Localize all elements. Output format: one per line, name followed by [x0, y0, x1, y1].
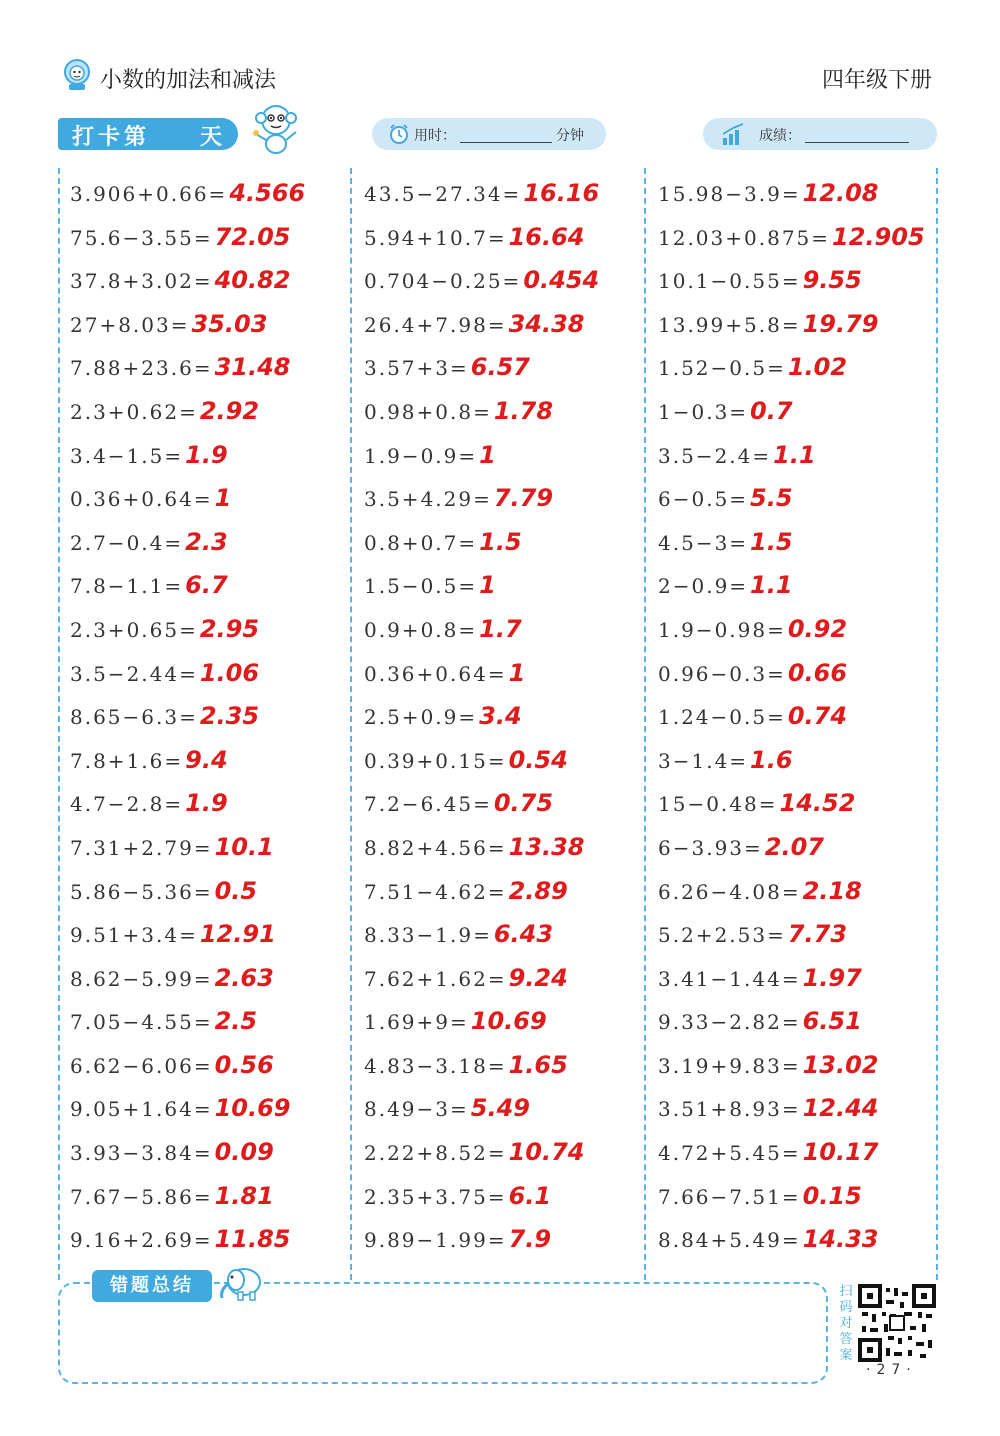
problem-column-1: [70, 172, 340, 1262]
problem-row: [364, 826, 634, 870]
handwritten-answer[interactable]: 10.74: [508, 1138, 585, 1167]
problem-equation: 7.31+2.79=: [70, 835, 213, 860]
problem-row: [658, 695, 928, 739]
time-input-line[interactable]: [460, 142, 552, 143]
handwritten-answer[interactable]: 12.905: [832, 222, 925, 251]
problem-column-2: [364, 172, 634, 1262]
handwritten-answer[interactable]: 14.52: [779, 789, 856, 818]
handwritten-answer[interactable]: 0.56: [214, 1050, 274, 1079]
day-label-right: 天: [200, 125, 227, 150]
problem-equation: 75.6−3.55=: [70, 225, 213, 250]
handwritten-answer[interactable]: 2.18: [802, 876, 862, 905]
handwritten-answer[interactable]: 19.79: [802, 309, 879, 338]
handwritten-answer[interactable]: 6.57: [470, 353, 530, 382]
problem-equation: 2.22+8.52=: [364, 1141, 507, 1166]
handwritten-answer[interactable]: 7.73: [787, 920, 848, 949]
handwritten-answer[interactable]: 1.78: [493, 396, 554, 425]
problem-equation: 3.5−2.4=: [658, 443, 772, 468]
problem-equation: 5.2+2.53=: [658, 923, 786, 948]
handwritten-answer[interactable]: 72.05: [214, 222, 291, 251]
problem-equation: 8.49−3=: [364, 1097, 469, 1122]
problem-row: [364, 172, 634, 216]
problem-equation: 8.82+4.56=: [364, 835, 507, 860]
problem-equation: 8.62−5.99=: [70, 966, 213, 991]
problem-row: [658, 390, 928, 434]
problem-equation: 4.7−2.8=: [70, 792, 184, 817]
problem-equation: 6.62−6.06=: [70, 1053, 213, 1078]
problem-row: [658, 259, 928, 303]
handwritten-answer[interactable]: 1.5: [750, 527, 793, 556]
handwritten-answer[interactable]: 10.1: [214, 832, 274, 861]
problem-equation: 10.1−0.55=: [658, 269, 801, 294]
problem-equation: 0.36+0.64=: [70, 487, 213, 512]
problem-row: [364, 1000, 634, 1044]
problem-row: [364, 477, 634, 521]
problem-equation: 13.99+5.8=: [658, 312, 801, 337]
handwritten-answer[interactable]: 40.82: [214, 266, 291, 295]
handwritten-answer[interactable]: 0.5: [214, 876, 258, 905]
problem-row: [658, 346, 928, 390]
problem-row: [364, 1218, 634, 1262]
problem-row: [658, 434, 928, 478]
elephant-icon: [214, 1262, 268, 1302]
qr-label: 扫 码 对 答 案: [839, 1284, 853, 1363]
handwritten-answer[interactable]: 6.7: [185, 571, 228, 600]
problem-equation: 8.65−6.3=: [70, 705, 198, 730]
handwritten-answer[interactable]: 1.6: [750, 745, 793, 774]
handwritten-answer[interactable]: 12.08: [802, 179, 879, 207]
problem-row: [658, 870, 928, 914]
problem-equation: 5.86−5.36=: [70, 879, 213, 904]
problem-equation: 6.26−4.08=: [658, 879, 801, 904]
problem-equation: 37.8+3.02=: [70, 269, 213, 294]
problem-equation: 3−1.4=: [658, 748, 749, 773]
problem-equation: 0.39+0.15=: [364, 748, 507, 773]
problem-equation: 1.52−0.5=: [658, 356, 786, 381]
problem-equation: 3.93−3.84=: [70, 1141, 213, 1166]
problem-row: [364, 957, 634, 1001]
problem-equation: 0.704−0.25=: [364, 269, 522, 294]
problem-row: [70, 957, 340, 1001]
problem-row: [70, 172, 340, 216]
problem-row: [364, 259, 634, 303]
problem-equation: 3.19+9.83=: [658, 1053, 801, 1078]
problem-row: [70, 870, 340, 914]
problem-equation: 0.8+0.7=: [364, 530, 478, 555]
handwritten-answer[interactable]: 2.63: [214, 963, 274, 992]
problem-equation: 7.8+1.6=: [70, 748, 184, 773]
problem-row: [658, 608, 928, 652]
problem-equation: 1.9−0.9=: [364, 443, 478, 468]
problem-equation: 7.2−6.45=: [364, 792, 492, 817]
handwritten-answer[interactable]: 16.16: [523, 179, 600, 207]
handwritten-answer[interactable]: 1: [479, 571, 496, 600]
problem-row: [70, 390, 340, 434]
problem-row: [70, 216, 340, 260]
handwritten-answer[interactable]: 12.44: [802, 1094, 879, 1123]
handwritten-answer[interactable]: 9.24: [508, 963, 568, 992]
problem-row: [70, 521, 340, 565]
handwritten-answer[interactable]: 2.92: [199, 396, 260, 425]
problem-row: [364, 870, 634, 914]
page-number-value: 27: [876, 1362, 907, 1378]
handwritten-answer[interactable]: 0.7: [750, 396, 793, 425]
problem-row: [658, 1087, 928, 1131]
handwritten-answer[interactable]: 11.85: [214, 1225, 291, 1254]
time-unit: 分钟: [556, 128, 584, 144]
check-in-day-card: [58, 118, 238, 150]
divider-right: [936, 168, 938, 1280]
time-box: [372, 118, 606, 150]
problem-equation: 9.05+1.64=: [70, 1097, 213, 1122]
handwritten-answer[interactable]: 0.66: [787, 658, 848, 687]
handwritten-answer[interactable]: 4.566: [229, 179, 306, 207]
handwritten-answer[interactable]: 2.35: [199, 702, 260, 731]
score-box: [703, 118, 937, 150]
handwritten-answer[interactable]: 10.69: [214, 1094, 291, 1123]
problem-equation: 0.36+0.64=: [364, 661, 507, 686]
problem-row: [70, 1000, 340, 1044]
handwritten-answer[interactable]: 10.69: [470, 1007, 547, 1036]
problem-row: [364, 739, 634, 783]
problem-row: [70, 739, 340, 783]
problem-equation: 0.9+0.8=: [364, 617, 478, 642]
handwritten-answer[interactable]: 1: [508, 658, 526, 687]
problem-column-3: [658, 172, 928, 1262]
handwritten-answer[interactable]: 6.1: [508, 1181, 552, 1210]
problem-row: [70, 346, 340, 390]
lion-logo-icon: [60, 57, 94, 91]
problem-equation: 4.5−3=: [658, 530, 749, 555]
problem-row: [658, 1131, 928, 1175]
problem-row: [364, 303, 634, 347]
handwritten-answer[interactable]: 2.5: [214, 1007, 258, 1036]
qr-code-icon[interactable]: [858, 1284, 936, 1362]
problem-row: [658, 826, 928, 870]
problem-row: [70, 1218, 340, 1262]
handwritten-answer[interactable]: 1.81: [214, 1181, 274, 1210]
handwritten-answer[interactable]: 1.7: [479, 614, 522, 643]
problem-row: [364, 608, 634, 652]
problem-equation: 3.5−2.44=: [70, 661, 198, 686]
problem-row: [658, 172, 928, 216]
handwritten-answer[interactable]: 5.5: [750, 484, 793, 513]
problem-row: [70, 564, 340, 608]
handwritten-answer[interactable]: 0.15: [802, 1181, 862, 1210]
problem-row: [658, 1000, 928, 1044]
problem-equation: 1.69+9=: [364, 1010, 469, 1035]
problem-equation: 5.94+10.7=: [364, 225, 507, 250]
problem-equation: 7.66−7.51=: [658, 1184, 801, 1209]
mistake-summary-title: 错题总结: [92, 1270, 212, 1302]
problem-row: [364, 434, 634, 478]
problem-row: [658, 957, 928, 1001]
score-label: 成绩：: [759, 128, 801, 144]
problem-equation: 1.5−0.5=: [364, 574, 478, 599]
problem-row: [364, 216, 634, 260]
problem-equation: 3.4−1.5=: [70, 443, 184, 468]
problem-equation: 12.03+0.875=: [658, 225, 831, 250]
problem-row: [658, 477, 928, 521]
problem-row: [70, 1175, 340, 1219]
problem-row: [364, 913, 634, 957]
problem-equation: 7.8−1.1=: [70, 574, 184, 599]
problem-row: [364, 390, 634, 434]
problem-equation: 7.88+23.6=: [70, 356, 213, 381]
problem-row: [364, 782, 634, 826]
handwritten-answer[interactable]: 5.49: [470, 1094, 530, 1123]
problem-equation: 3.906+0.66=: [70, 182, 228, 206]
problem-equation: 2.35+3.75=: [364, 1184, 507, 1209]
problem-row: [364, 1044, 634, 1088]
problem-row: [70, 652, 340, 696]
problem-equation: 4.83−3.18=: [364, 1053, 507, 1078]
handwritten-answer[interactable]: 2.07: [764, 832, 824, 861]
problem-row: [70, 1044, 340, 1088]
handwritten-answer[interactable]: 1.9: [185, 789, 228, 818]
problem-equation: 26.4+7.98=: [364, 312, 507, 337]
problem-equation: 1−0.3=: [658, 399, 749, 424]
handwritten-answer[interactable]: 14.33: [802, 1225, 879, 1254]
problem-row: [70, 1131, 340, 1175]
problem-equation: 3.57+3=: [364, 356, 469, 381]
handwritten-answer[interactable]: 0.75: [493, 789, 554, 818]
grade-label: 四年级下册: [821, 68, 932, 93]
handwritten-answer[interactable]: 16.64: [508, 222, 585, 251]
handwritten-answer[interactable]: 13.02: [802, 1050, 879, 1079]
problem-equation: 8.33−1.9=: [364, 923, 492, 948]
problem-row: [658, 782, 928, 826]
problem-row: [658, 564, 928, 608]
problem-equation: 15−0.48=: [658, 792, 778, 817]
score-input-line[interactable]: [805, 142, 909, 143]
problem-row: [658, 303, 928, 347]
problem-equation: 3.51+8.93=: [658, 1097, 801, 1122]
handwritten-answer[interactable]: 1: [214, 484, 232, 513]
problem-row: [658, 739, 928, 783]
problem-equation: 3.5+4.29=: [364, 487, 492, 512]
problem-row: [658, 1175, 928, 1219]
problem-row: [364, 1087, 634, 1131]
problem-row: [658, 1044, 928, 1088]
problem-equation: 9.51+3.4=: [70, 923, 198, 948]
handwritten-answer[interactable]: 0.92: [787, 614, 848, 643]
problem-equation: 0.98+0.8=: [364, 399, 492, 424]
problem-row: [70, 782, 340, 826]
handwritten-answer[interactable]: 1.06: [199, 658, 260, 687]
handwritten-answer[interactable]: 1.97: [802, 963, 862, 992]
handwritten-answer[interactable]: 1: [479, 440, 496, 469]
handwritten-answer[interactable]: 10.17: [802, 1138, 879, 1167]
problem-row: [70, 826, 340, 870]
problem-equation: 2−0.9=: [658, 574, 749, 599]
problem-row: [70, 434, 340, 478]
handwritten-answer[interactable]: 0.74: [787, 702, 848, 731]
divider-1: [350, 168, 352, 1280]
problem-equation: 43.5−27.34=: [364, 182, 522, 206]
problem-row: [658, 216, 928, 260]
handwritten-answer[interactable]: 9.55: [802, 266, 862, 295]
problem-equation: 8.84+5.49=: [658, 1228, 801, 1253]
problem-equation: 7.51−4.62=: [364, 879, 507, 904]
handwritten-answer[interactable]: 1.02: [787, 353, 848, 382]
handwritten-answer[interactable]: 2.89: [508, 876, 568, 905]
problem-row: [70, 259, 340, 303]
problem-equation: 7.67−5.86=: [70, 1184, 213, 1209]
handwritten-answer[interactable]: 6.51: [802, 1007, 862, 1036]
problem-equation: 3.41−1.44=: [658, 966, 801, 991]
problem-row: [70, 913, 340, 957]
handwritten-answer[interactable]: 3.4: [479, 702, 522, 731]
problem-row: [658, 652, 928, 696]
problem-equation: 1.24−0.5=: [658, 705, 786, 730]
page-number: ·27·: [866, 1362, 917, 1378]
page-title: 小数的加法和减法: [100, 68, 277, 93]
handwritten-answer[interactable]: 0.09: [214, 1138, 274, 1167]
problem-equation: 9.89−1.99=: [364, 1228, 507, 1253]
monkey-icon: [248, 100, 304, 158]
problem-equation: 0.96−0.3=: [658, 661, 786, 686]
problem-row: [658, 1218, 928, 1262]
problem-equation: 2.5+0.9=: [364, 705, 478, 730]
time-label: 用时：: [414, 128, 456, 144]
handwritten-answer[interactable]: 35.03: [191, 309, 268, 338]
problem-equation: 7.62+1.62=: [364, 966, 507, 991]
problem-row: [658, 913, 928, 957]
problem-equation: 4.72+5.45=: [658, 1141, 801, 1166]
clock-icon: [388, 123, 410, 145]
problem-equation: 9.33−2.82=: [658, 1010, 801, 1035]
problem-equation: 2.3+0.62=: [70, 399, 198, 424]
problem-row: [364, 1175, 634, 1219]
problem-equation: 2.7−0.4=: [70, 530, 184, 555]
problem-row: [70, 1087, 340, 1131]
handwritten-answer[interactable]: 1.9: [185, 440, 228, 469]
handwritten-answer[interactable]: 7.9: [508, 1225, 552, 1254]
problem-row: [70, 303, 340, 347]
handwritten-answer[interactable]: 2.3: [185, 527, 228, 556]
problem-equation: 6−3.93=: [658, 835, 763, 860]
problem-row: [70, 695, 340, 739]
handwritten-answer[interactable]: 34.38: [508, 309, 585, 338]
problem-row: [658, 521, 928, 565]
problem-row: [364, 521, 634, 565]
handwritten-answer[interactable]: 7.79: [493, 484, 554, 513]
handwritten-answer[interactable]: 1.5: [479, 527, 522, 556]
handwritten-answer[interactable]: 6.43: [493, 920, 554, 949]
divider-2: [644, 168, 646, 1280]
page-header: [60, 55, 940, 105]
problem-equation: 7.05−4.55=: [70, 1010, 213, 1035]
handwritten-answer[interactable]: 13.38: [508, 832, 585, 861]
problem-row: [364, 346, 634, 390]
handwritten-answer[interactable]: 0.454: [523, 266, 600, 295]
divider-left: [58, 168, 60, 1280]
problem-equation: 6−0.5=: [658, 487, 749, 512]
problem-equation: 2.3+0.65=: [70, 617, 198, 642]
handwritten-answer[interactable]: 1.1: [773, 440, 816, 469]
problem-row: [364, 564, 634, 608]
problem-row: [70, 477, 340, 521]
problem-equation: 27+8.03=: [70, 312, 190, 337]
problem-row: [364, 1131, 634, 1175]
chart-icon: [721, 122, 747, 146]
handwritten-answer[interactable]: 2.95: [199, 614, 260, 643]
problem-row: [364, 652, 634, 696]
handwritten-answer[interactable]: 1.1: [750, 571, 793, 600]
handwritten-answer[interactable]: 1.65: [508, 1050, 568, 1079]
problem-row: [364, 695, 634, 739]
handwritten-answer[interactable]: 31.48: [214, 353, 291, 382]
day-label-left: 打卡第: [72, 125, 151, 150]
handwritten-answer[interactable]: 9.4: [185, 745, 228, 774]
handwritten-answer[interactable]: 12.91: [199, 920, 276, 949]
problem-equation: 1.9−0.98=: [658, 617, 786, 642]
handwritten-answer[interactable]: 0.54: [508, 745, 568, 774]
problem-equation: 15.98−3.9=: [658, 182, 801, 206]
problem-equation: 9.16+2.69=: [70, 1228, 213, 1253]
problem-row: [70, 608, 340, 652]
